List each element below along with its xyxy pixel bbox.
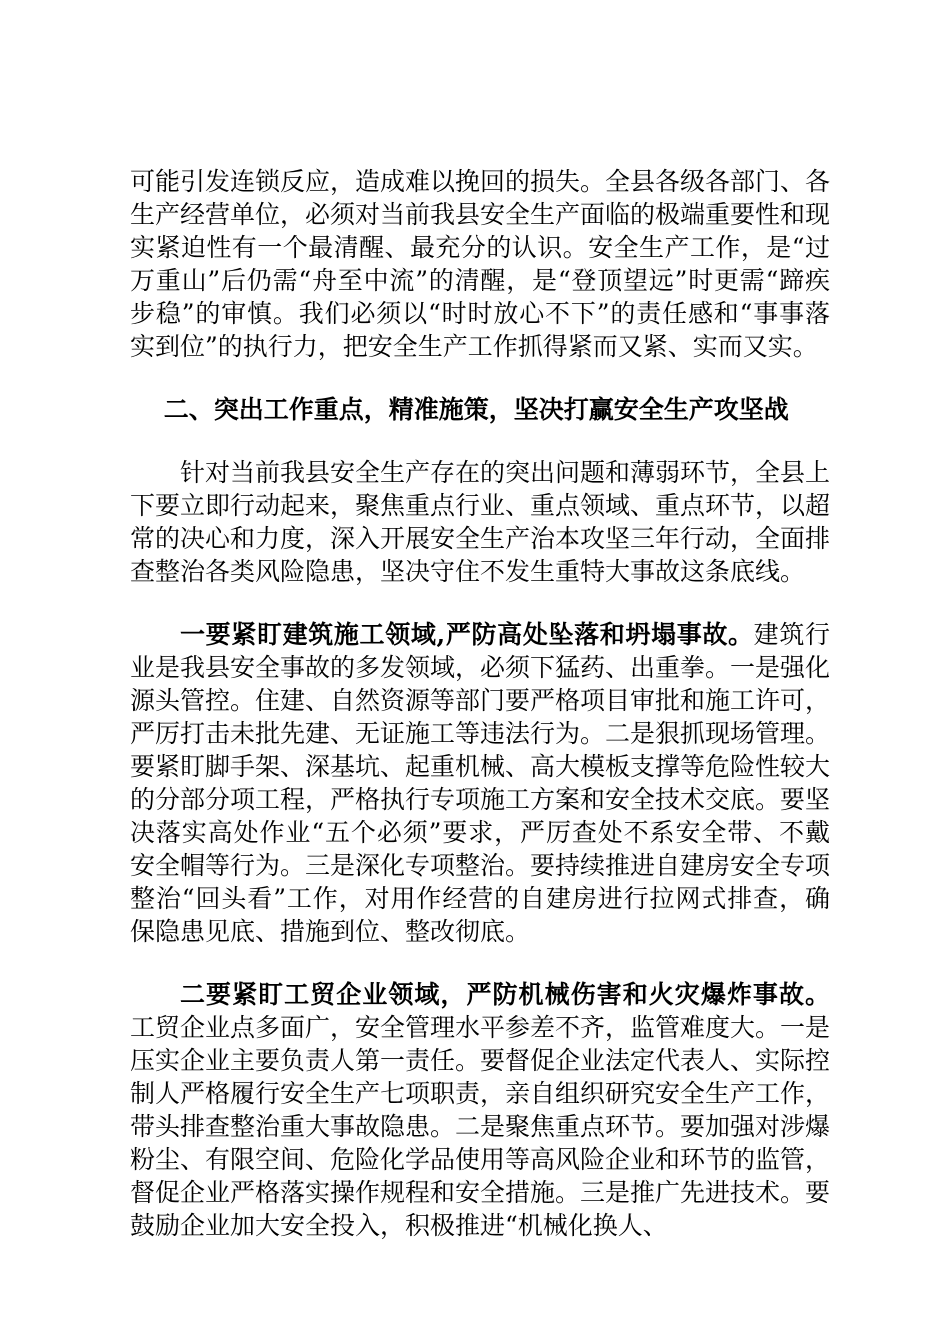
- paragraph-construction: [130, 618, 830, 948]
- paragraph-continuation: 可能引发连锁反应，造成难以挽回的损失。全县各级各部门、各生产经营单位，必须对当前我县安全生产面临的极端重要性和现实紧迫性有一个最清醒、最充分的认识。安全生产工作，是“过万重山”后仍需“舟至中流”的清醒，是“登顶望远”时更需“蹄疾步稳”的审慎。我们必须以“时时放心不下”的责任感和“事事落实到位”的执行力，把安全生产工作抓得紧而又紧、实而又实。: [130, 167, 831, 361]
- paragraph-construction-body: 建筑行业是我县安全事故的多发领域，必须下猛药、出重拳。一是强化源头管控。住建、自然资源等部门要严格项目审批和施工许可，严厉打击未批先建、无证施工等违法行为。二是狠抓现场管理。要紧盯脚手架、深基坑、起重机械、高大模板支撑等危险性较大的分部分项工程，严格执行专项施工方案和安全技术交底。要坚决落实高处作业“五个必须”要求，严厉查处不系安全带、不戴安全帽等行为。三是深化专项整治。要持续推进自建房安全专项整治“回头看”工作，对用作经营的自建房进行拉网式排查，确保隐患见底、措施到位、整改彻底。: [130, 620, 831, 946]
- paragraph-industry-trade: [130, 978, 830, 1242]
- paragraph-section-intro: 针对当前我县安全生产存在的突出问题和薄弱环节，全县上下要立即行动起来，聚焦重点行业、重点领域、重点环节，以超常的决心和力度，深入开展安全生产治本攻坚三年行动，全面排查整治各类风险隐患，坚决守住不发生重特大事故这条底线。: [130, 458, 831, 586]
- paragraph-industry-trade-lead: 二要紧盯工贸企业领域，严防机械伤害和火灾爆炸事故。: [180, 980, 830, 1009]
- document-page: [130, 165, 830, 1272]
- section-heading-two: 二、突出工作重点，精准施策，坚决打赢安全生产攻坚战: [163, 395, 789, 424]
- paragraph-construction-lead: 一要紧盯建筑施工领域,严防高处坠落和坍塌事故。: [180, 620, 754, 649]
- paragraph-industry-trade-body: 工贸企业点多面广，安全管理水平参差不齐，监管难度大。一是压实企业主要负责人第一责任。要督促企业法定代表人、实际控制人严格履行安全生产七项职责，亲自组织研究安全生产工作，带头排查整治重大事故隐患。二是聚焦重点环节。要加强对涉爆粉尘、有限空间、危险化学品使用等高风险企业和环节的监管，督促企业严格落实操作规程和安全措施。三是推广先进技术。要鼓励企业加大安全投入，积极推进“机械化换人、: [130, 1013, 831, 1240]
